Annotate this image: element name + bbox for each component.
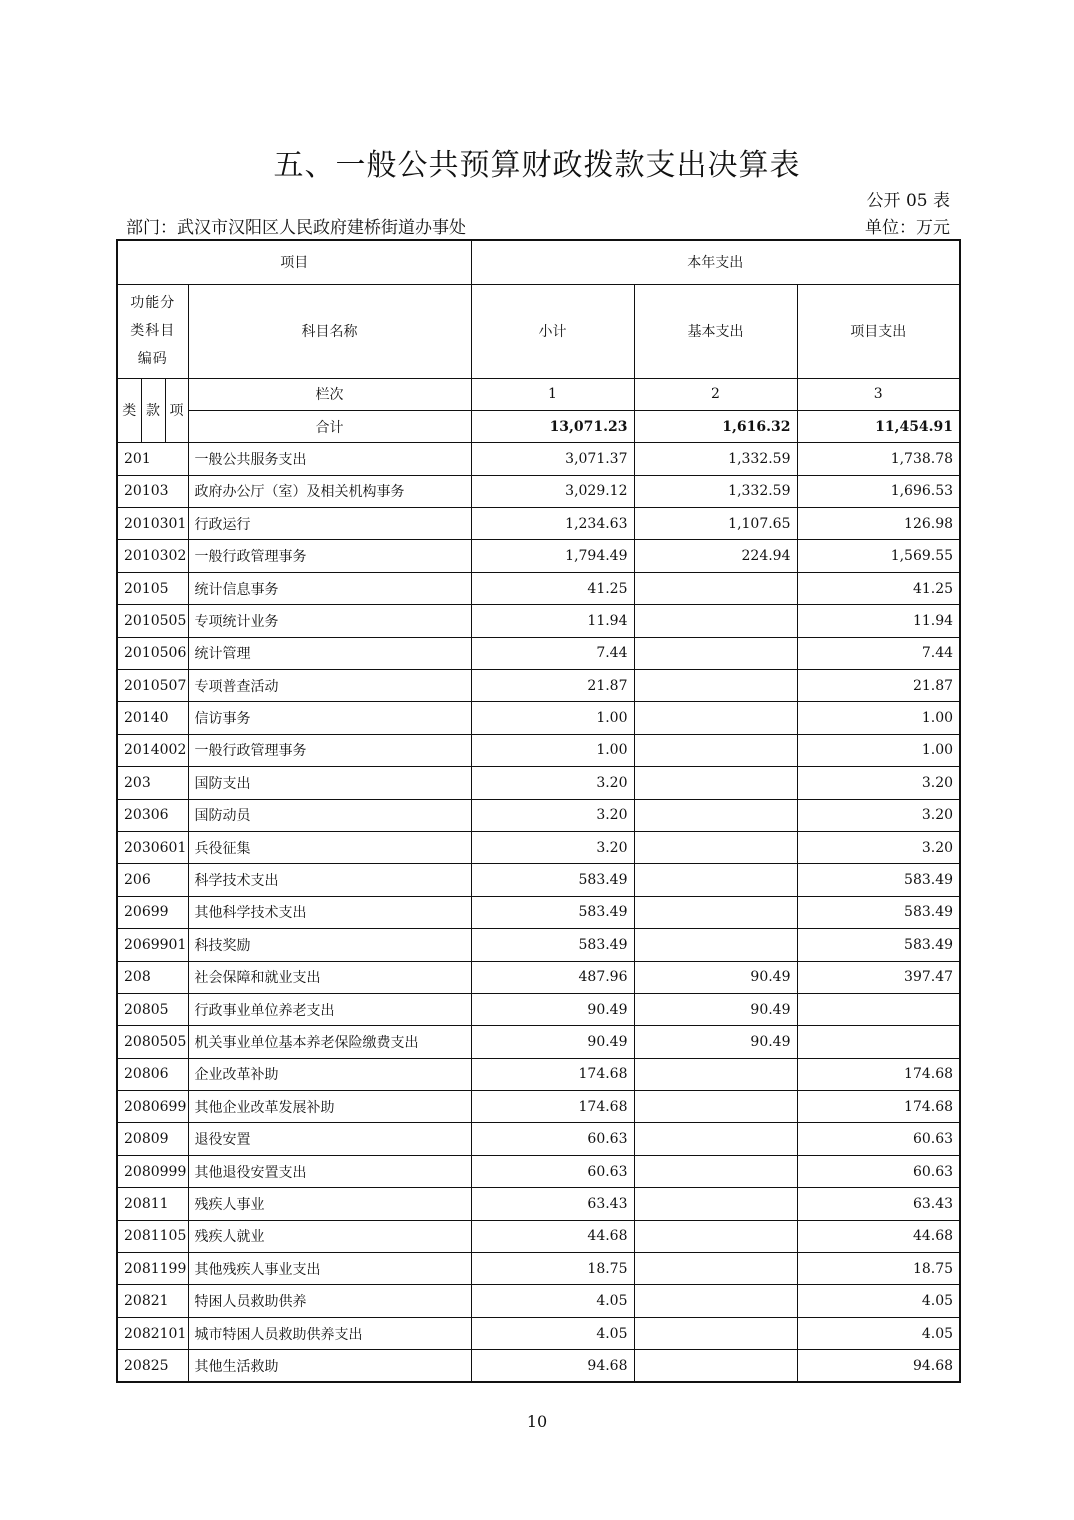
row-basic xyxy=(634,1317,797,1349)
row-basic: 90.49 xyxy=(634,1026,797,1058)
row-code: 2080505 xyxy=(117,1026,188,1058)
row-code: 20825 xyxy=(117,1350,188,1382)
lanci-row xyxy=(117,378,960,410)
row-subject-name: 一般行政管理事务 xyxy=(188,734,471,766)
row-subject-name: 城市特困人员救助供养支出 xyxy=(188,1317,471,1349)
row-basic: 1,332.59 xyxy=(634,443,797,475)
row-subject-name: 行政事业单位养老支出 xyxy=(188,993,471,1025)
row-subtotal: 3.20 xyxy=(471,831,634,863)
table-row xyxy=(117,1220,960,1252)
row-subject-name: 国防动员 xyxy=(188,799,471,831)
row-code: 20821 xyxy=(117,1285,188,1317)
row-project: 583.49 xyxy=(797,896,960,928)
row-basic xyxy=(634,864,797,896)
hdr-subject-name: 科目名称 xyxy=(188,284,471,378)
row-subject-name: 统计信息事务 xyxy=(188,572,471,604)
table-row xyxy=(117,1058,960,1090)
row-subtotal: 3.20 xyxy=(471,799,634,831)
row-project: 3.20 xyxy=(797,831,960,863)
row-subject-name: 退役安置 xyxy=(188,1123,471,1155)
row-code: 2010507 xyxy=(117,670,188,702)
header-row-1 xyxy=(117,240,960,284)
row-code: 2082101 xyxy=(117,1317,188,1349)
row-subject-name: 其他企业改革发展补助 xyxy=(188,1091,471,1123)
row-code: 2010506 xyxy=(117,637,188,669)
row-subtotal: 4.05 xyxy=(471,1317,634,1349)
row-subtotal: 7.44 xyxy=(471,637,634,669)
row-subtotal: 3,071.37 xyxy=(471,443,634,475)
row-basic xyxy=(634,1220,797,1252)
row-basic: 90.49 xyxy=(634,961,797,993)
row-basic xyxy=(634,1123,797,1155)
row-project: 18.75 xyxy=(797,1253,960,1285)
row-subject-name: 统计管理 xyxy=(188,637,471,669)
row-code: 201 xyxy=(117,443,188,475)
row-project: 94.68 xyxy=(797,1350,960,1382)
row-basic xyxy=(634,1155,797,1187)
row-subtotal: 90.49 xyxy=(471,1026,634,1058)
row-basic xyxy=(634,637,797,669)
table-row xyxy=(117,1026,960,1058)
row-code: 20699 xyxy=(117,896,188,928)
row-code: 206 xyxy=(117,864,188,896)
row-subtotal: 3,029.12 xyxy=(471,475,634,507)
row-code: 20105 xyxy=(117,572,188,604)
row-code: 2080699 xyxy=(117,1091,188,1123)
total-label: 合计 xyxy=(188,410,471,442)
row-basic xyxy=(634,1350,797,1382)
row-project: 11.94 xyxy=(797,605,960,637)
row-basic xyxy=(634,1285,797,1317)
table-row xyxy=(117,929,960,961)
row-project: 44.68 xyxy=(797,1220,960,1252)
row-code: 2010301 xyxy=(117,508,188,540)
table-row xyxy=(117,1188,960,1220)
table-row xyxy=(117,605,960,637)
total-row xyxy=(117,410,960,442)
row-project: 1.00 xyxy=(797,702,960,734)
hdr-subtotal: 小计 xyxy=(471,284,634,378)
row-code: 203 xyxy=(117,767,188,799)
table-row xyxy=(117,1155,960,1187)
col-no-3: 3 xyxy=(797,378,960,410)
row-subtotal: 174.68 xyxy=(471,1058,634,1090)
row-code: 2010505 xyxy=(117,605,188,637)
row-subject-name: 科学技术支出 xyxy=(188,864,471,896)
row-basic: 1,107.65 xyxy=(634,508,797,540)
row-project: 583.49 xyxy=(797,929,960,961)
row-subject-name: 残疾人事业 xyxy=(188,1188,471,1220)
row-code: 2030601 xyxy=(117,831,188,863)
hdr-project: 项目 xyxy=(117,240,471,284)
hdr-xiang: 项 xyxy=(165,378,188,443)
row-project: 60.63 xyxy=(797,1123,960,1155)
row-code: 2080999 xyxy=(117,1155,188,1187)
row-basic xyxy=(634,831,797,863)
hdr-basic: 基本支出 xyxy=(634,284,797,378)
row-subtotal: 60.63 xyxy=(471,1155,634,1187)
table-row xyxy=(117,702,960,734)
row-subtotal: 583.49 xyxy=(471,929,634,961)
table-row xyxy=(117,864,960,896)
row-subtotal: 3.20 xyxy=(471,767,634,799)
page-number: 10 xyxy=(526,1412,548,1431)
form-number: 公开 05 表 xyxy=(866,191,950,211)
row-project: 1,738.78 xyxy=(797,443,960,475)
row-code: 20140 xyxy=(117,702,188,734)
row-project: 1.00 xyxy=(797,734,960,766)
row-code: 2014002 xyxy=(117,734,188,766)
table-row xyxy=(117,1317,960,1349)
row-subject-name: 其他退役安置支出 xyxy=(188,1155,471,1187)
row-subject-name: 机关事业单位基本养老保险缴费支出 xyxy=(188,1026,471,1058)
row-project: 3.20 xyxy=(797,799,960,831)
row-basic: 224.94 xyxy=(634,540,797,572)
table-row xyxy=(117,831,960,863)
row-subtotal: 174.68 xyxy=(471,1091,634,1123)
row-subject-name: 国防支出 xyxy=(188,767,471,799)
row-subtotal: 1,794.49 xyxy=(471,540,634,572)
hdr-kuan: 款 xyxy=(141,378,165,443)
row-code: 2081105 xyxy=(117,1220,188,1252)
row-subject-name: 其他科学技术支出 xyxy=(188,896,471,928)
hdr-func-code: 功能分类科目编码 xyxy=(117,284,188,378)
budget-table xyxy=(116,239,961,1383)
row-subtotal: 4.05 xyxy=(471,1285,634,1317)
row-subject-name: 行政运行 xyxy=(188,508,471,540)
row-basic xyxy=(634,799,797,831)
table-row xyxy=(117,1091,960,1123)
row-subject-name: 其他残疾人事业支出 xyxy=(188,1253,471,1285)
table-row xyxy=(117,637,960,669)
table-row xyxy=(117,572,960,604)
row-basic xyxy=(634,767,797,799)
row-project: 126.98 xyxy=(797,508,960,540)
row-code: 2010302 xyxy=(117,540,188,572)
row-subject-name: 企业改革补助 xyxy=(188,1058,471,1090)
table-row xyxy=(117,799,960,831)
row-subtotal: 90.49 xyxy=(471,993,634,1025)
row-subject-name: 特困人员救助供养 xyxy=(188,1285,471,1317)
row-subtotal: 583.49 xyxy=(471,896,634,928)
row-basic xyxy=(634,929,797,961)
row-project: 4.05 xyxy=(797,1317,960,1349)
row-subject-name: 信访事务 xyxy=(188,702,471,734)
table-row xyxy=(117,961,960,993)
row-project: 397.47 xyxy=(797,961,960,993)
row-project: 63.43 xyxy=(797,1188,960,1220)
row-subtotal: 60.63 xyxy=(471,1123,634,1155)
row-subject-name: 专项普查活动 xyxy=(188,670,471,702)
unit-label: 单位：万元 xyxy=(865,218,950,238)
table-row xyxy=(117,508,960,540)
hdr-lanci: 栏次 xyxy=(188,378,471,410)
row-project: 21.87 xyxy=(797,670,960,702)
row-subject-name: 科技奖励 xyxy=(188,929,471,961)
table-row xyxy=(117,670,960,702)
row-subtotal: 18.75 xyxy=(471,1253,634,1285)
row-basic xyxy=(634,1091,797,1123)
row-subtotal: 1.00 xyxy=(471,734,634,766)
row-code: 20306 xyxy=(117,799,188,831)
row-subtotal: 1,234.63 xyxy=(471,508,634,540)
row-subtotal: 21.87 xyxy=(471,670,634,702)
row-code: 208 xyxy=(117,961,188,993)
row-basic xyxy=(634,1253,797,1285)
row-subtotal: 63.43 xyxy=(471,1188,634,1220)
row-basic xyxy=(634,896,797,928)
row-project xyxy=(797,1026,960,1058)
row-project: 1,696.53 xyxy=(797,475,960,507)
table-row xyxy=(117,475,960,507)
row-subject-name: 社会保障和就业支出 xyxy=(188,961,471,993)
table-row xyxy=(117,1123,960,1155)
total-basic: 1,616.32 xyxy=(634,410,797,442)
row-subtotal: 41.25 xyxy=(471,572,634,604)
row-basic xyxy=(634,670,797,702)
row-basic: 90.49 xyxy=(634,993,797,1025)
col-no-1: 1 xyxy=(471,378,634,410)
table-row xyxy=(117,993,960,1025)
row-project: 174.68 xyxy=(797,1091,960,1123)
table-row xyxy=(117,1350,960,1382)
row-basic xyxy=(634,572,797,604)
page-title: 五、一般公共预算财政拨款支出决算表 xyxy=(273,148,801,183)
row-code: 20806 xyxy=(117,1058,188,1090)
table-row xyxy=(117,767,960,799)
row-project: 1,569.55 xyxy=(797,540,960,572)
row-project: 41.25 xyxy=(797,572,960,604)
row-code: 20811 xyxy=(117,1188,188,1220)
row-subject-name: 政府办公厅（室）及相关机构事务 xyxy=(188,475,471,507)
row-subject-name: 其他生活救助 xyxy=(188,1350,471,1382)
header-row-2 xyxy=(117,284,960,378)
table-row xyxy=(117,540,960,572)
total-subtotal: 13,071.23 xyxy=(471,410,634,442)
row-basic xyxy=(634,1058,797,1090)
table-row xyxy=(117,1253,960,1285)
row-subject-name: 一般公共服务支出 xyxy=(188,443,471,475)
table-row xyxy=(117,1285,960,1317)
row-subject-name: 兵役征集 xyxy=(188,831,471,863)
row-subtotal: 583.49 xyxy=(471,864,634,896)
row-project: 174.68 xyxy=(797,1058,960,1090)
row-basic xyxy=(634,605,797,637)
row-subject-name: 专项统计业务 xyxy=(188,605,471,637)
hdr-project-exp: 项目支出 xyxy=(797,284,960,378)
row-project: 7.44 xyxy=(797,637,960,669)
row-subtotal: 44.68 xyxy=(471,1220,634,1252)
department-label: 部门：武汉市汉阳区人民政府建桥街道办事处 xyxy=(126,218,466,238)
row-basic: 1,332.59 xyxy=(634,475,797,507)
row-code: 20103 xyxy=(117,475,188,507)
row-project: 60.63 xyxy=(797,1155,960,1187)
row-code: 2069901 xyxy=(117,929,188,961)
table-row xyxy=(117,896,960,928)
row-basic xyxy=(634,734,797,766)
row-basic xyxy=(634,702,797,734)
row-project xyxy=(797,993,960,1025)
row-subtotal: 94.68 xyxy=(471,1350,634,1382)
table-row xyxy=(117,443,960,475)
col-no-2: 2 xyxy=(634,378,797,410)
hdr-class: 类 xyxy=(117,378,141,443)
row-code: 2081199 xyxy=(117,1253,188,1285)
row-code: 20805 xyxy=(117,993,188,1025)
total-project: 11,454.91 xyxy=(797,410,960,442)
row-project: 3.20 xyxy=(797,767,960,799)
table-row xyxy=(117,734,960,766)
row-project: 4.05 xyxy=(797,1285,960,1317)
row-subject-name: 一般行政管理事务 xyxy=(188,540,471,572)
row-basic xyxy=(634,1188,797,1220)
row-subject-name: 残疾人就业 xyxy=(188,1220,471,1252)
row-project: 583.49 xyxy=(797,864,960,896)
row-subtotal: 1.00 xyxy=(471,702,634,734)
row-code: 20809 xyxy=(117,1123,188,1155)
hdr-current-year: 本年支出 xyxy=(471,240,960,284)
row-subtotal: 487.96 xyxy=(471,961,634,993)
row-subtotal: 11.94 xyxy=(471,605,634,637)
